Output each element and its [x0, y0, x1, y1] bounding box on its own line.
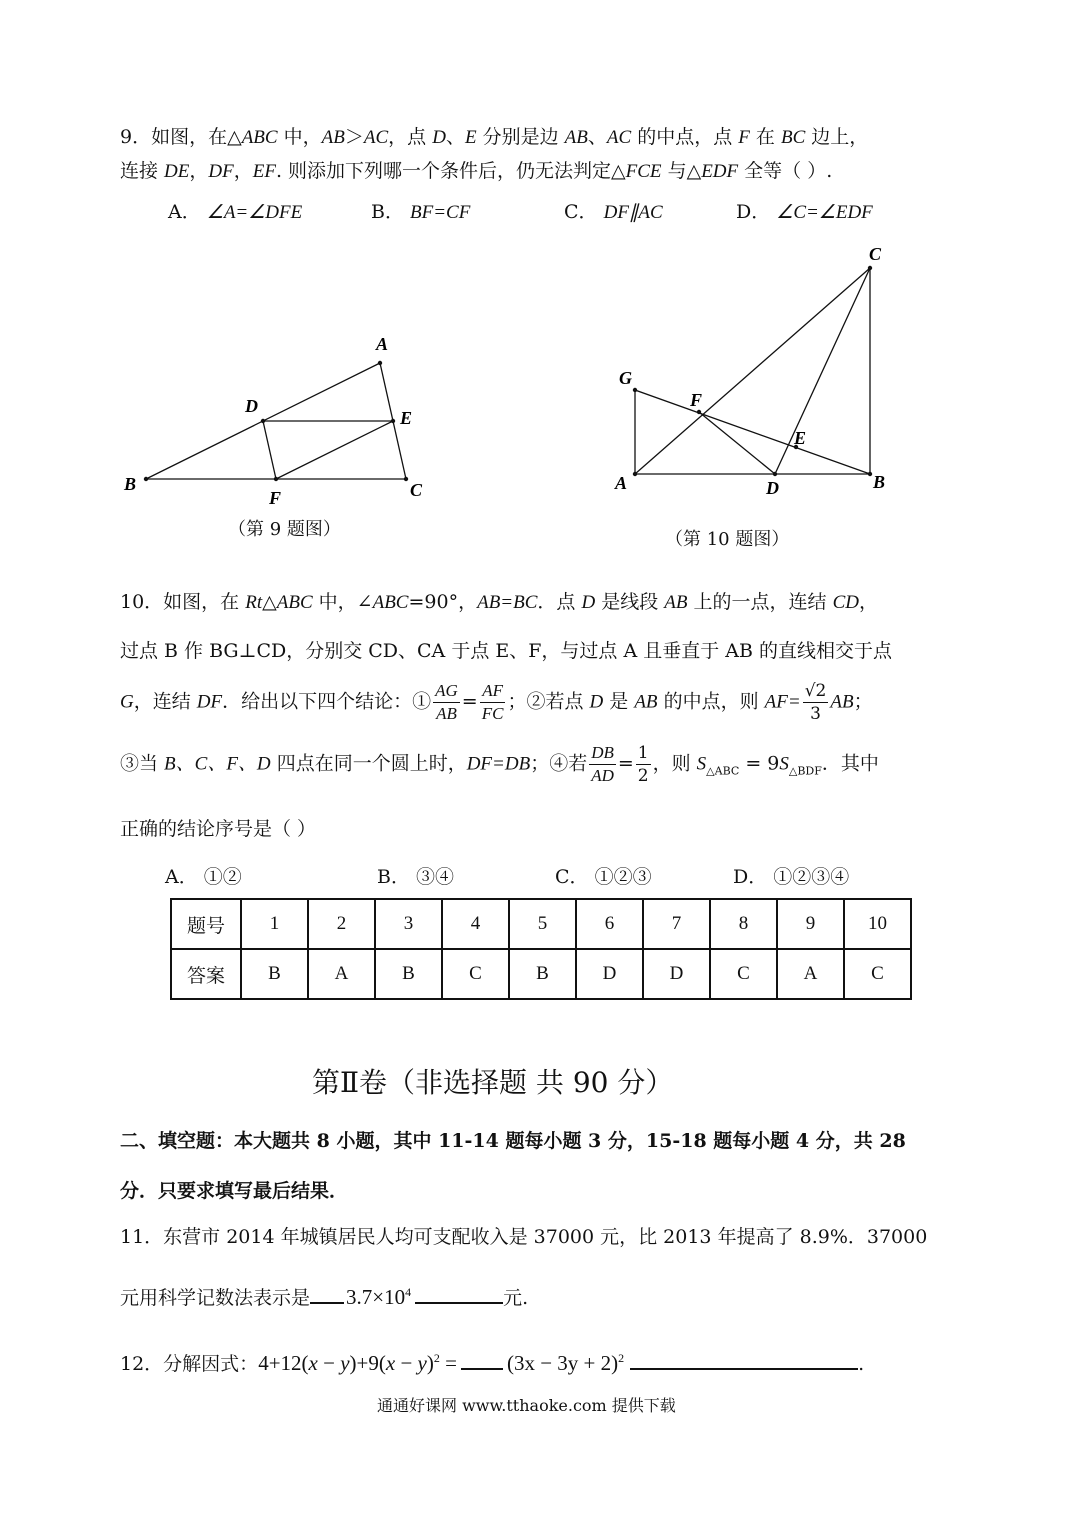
fig9-label-e: E	[400, 408, 413, 428]
fig9-point-d	[261, 419, 265, 423]
fig9-point-a	[378, 361, 382, 365]
q9-option-c: C． DF∥AC	[564, 201, 663, 223]
q11-line2: 元用科学记数法表示是 $3.7\times 10^4$ 元.	[120, 1282, 528, 1310]
fig10-point-g	[633, 388, 637, 392]
table-cell: 7	[643, 899, 710, 949]
fraction-ag-ab: $\frac{AG}{AB}$	[435, 681, 458, 723]
table-cell: 4	[442, 899, 509, 949]
fig9-point-f	[274, 477, 278, 481]
table-cell: 9	[777, 899, 844, 949]
answer-blank	[630, 1348, 858, 1370]
q10-line5: 正确的结论序号是（ ）	[120, 818, 317, 840]
section-2-intro-line1: 二、填空题：本大题共 8 小题，其中 11-14 题每小题 3 分，15-18 题每小题 4 分，共 28	[120, 1130, 906, 1152]
table-cell: A	[777, 949, 844, 999]
q9-line2: 连接 DE，DF，EF. 则添加下列哪一个条件后，仍无法判定△FCE 与△EDF 全等（ ）.	[120, 160, 833, 182]
q10-option-a: A． ①②	[165, 866, 242, 888]
fig10-caption: （第 10 题图）	[665, 529, 790, 550]
fraction-1-2: $\frac{1}{2}$	[637, 743, 649, 786]
fraction-sqrt2-3: $\frac{√2}{3}$	[804, 681, 827, 724]
fig10-segment-cd	[775, 268, 870, 474]
q10-line2: 过点 B 作 BG⊥CD，分别交 CD、CA 于点 E、F，与过点 A 且垂直于 AB 的直线相交于点	[120, 640, 892, 662]
fig9-segment-ef	[276, 421, 393, 479]
q11-line1: 11．东营市 2014 年城镇居民人均可支配收入是 37000 元，比 2013 年提高了 8.9%．37000	[120, 1226, 928, 1248]
figure-9	[110, 330, 450, 515]
figure-10	[605, 240, 900, 505]
fig9-caption: （第 9 题图）	[228, 519, 341, 540]
table-cell: 2	[308, 899, 375, 949]
table-cell: 8	[710, 899, 777, 949]
table-cell: 6	[576, 899, 643, 949]
fig10-label-b: B	[873, 472, 886, 492]
section-2-title: 第Ⅱ卷（非选择题 共 90 分）	[312, 1066, 674, 1099]
table-cell: C	[844, 949, 911, 999]
table-cell: 10	[844, 899, 911, 949]
answer-table-answer-row	[171, 949, 911, 999]
fig10-segment-fd	[699, 412, 775, 474]
q9-option-b: B． BF=CF	[371, 201, 471, 223]
fig10-point-d	[773, 472, 777, 476]
fig9-label-a: A	[376, 334, 389, 354]
fig10-point-a	[633, 472, 637, 476]
fig9-label-f: F	[269, 488, 282, 508]
fig10-label-a: A	[615, 473, 628, 493]
q12-expression: $4+12(x - y)+9(x - y)^2$ =	[258, 1351, 457, 1375]
answer-blank	[461, 1348, 503, 1370]
q10-line4: ③当 B、C、F、D 四点在同一个圆上时，DF=DB；④若 $\frac{DB}{AD}$ = $\frac{1}{2}$ ，则 $S_{\triangle ABC} = 9S_{\triangle BDF}$．其中	[120, 743, 879, 786]
table-cell: 5	[509, 899, 576, 949]
fig10-segment-ac	[635, 268, 870, 474]
q9-line1: 9．如图，在△ABC 中，AB＞AC，点 D、E 分别是边 AB、AC 的中点，点 F 在 BC 边上，	[120, 126, 869, 148]
q9-option-d: D． ∠C=∠EDF	[736, 201, 873, 223]
answer-table-header-row	[171, 899, 911, 949]
fig9-segment-df	[263, 421, 276, 479]
fig9-point-b	[144, 477, 148, 481]
table-cell: C	[442, 949, 509, 999]
fig9-label-b: B	[124, 474, 137, 494]
table-cell: B	[375, 949, 442, 999]
section-2-intro-line2: 分．只要求填写最后结果．	[120, 1180, 349, 1202]
q9-option-a: A． ∠A=∠DFE	[168, 201, 303, 223]
q10-option-b: B． ③④	[377, 866, 455, 888]
q11-answer: $3.7\times 10^4$	[346, 1285, 412, 1309]
answer-blank	[415, 1282, 503, 1304]
table-cell: D	[643, 949, 710, 999]
answer-table	[170, 898, 912, 1000]
fig10-point-c	[868, 266, 872, 270]
fig10-segment-gb	[635, 390, 870, 474]
fig9-label-d: D	[245, 396, 258, 416]
q10-option-c: C． ①②③	[555, 866, 652, 888]
fig9-point-e	[391, 419, 395, 423]
fig10-label-c: C	[869, 244, 882, 264]
fig10-point-b	[868, 472, 872, 476]
table-cell: B	[241, 949, 308, 999]
fraction-af-fc: $\frac{AF}{FC}$	[481, 681, 504, 723]
fig10-label-d: D	[766, 478, 779, 498]
answer-blank	[310, 1282, 344, 1304]
q12-answer: $(3x - 3y + 2)^2$	[506, 1351, 625, 1375]
fig9-label-c: C	[410, 480, 423, 500]
q12-line: 12．分解因式：$4+12(x - y)+9(x - y)^2 = (3x - 3y + 2)^2$ .	[120, 1348, 864, 1376]
fig10-label-g: G	[619, 368, 632, 388]
table-cell: B	[509, 949, 576, 999]
table-header-label: 题号	[171, 899, 241, 949]
table-cell: D	[576, 949, 643, 999]
table-cell: 3	[375, 899, 442, 949]
fig10-point-f	[697, 410, 701, 414]
q10-option-d: D． ①②③④	[733, 866, 850, 888]
fig10-label-e: E	[794, 428, 807, 448]
q10-line1: 10．如图，在 Rt△ABC 中，∠ABC=90°，AB=BC．点 D 是线段 AB 上的一点，连结 CD，	[120, 591, 879, 613]
table-cell: A	[308, 949, 375, 999]
fig10-label-f: F	[690, 390, 703, 410]
q10-line3: G，连结 DF．给出以下四个结论：① $\frac{AG}{AB}$ = $\frac{AF}{FC}$ ；②若点 D 是 AB 的中点，则 AF= $\frac{√2}{3}$ AB；	[120, 681, 873, 724]
fig9-point-c	[404, 477, 408, 481]
table-cell: C	[710, 949, 777, 999]
fraction-db-ad: $\frac{DB}{AD}$	[591, 743, 614, 785]
page-footer: 通通好课网 www.tthaoke.com 提供下载	[377, 1396, 676, 1415]
table-answer-label: 答案	[171, 949, 241, 999]
table-cell: 1	[241, 899, 308, 949]
